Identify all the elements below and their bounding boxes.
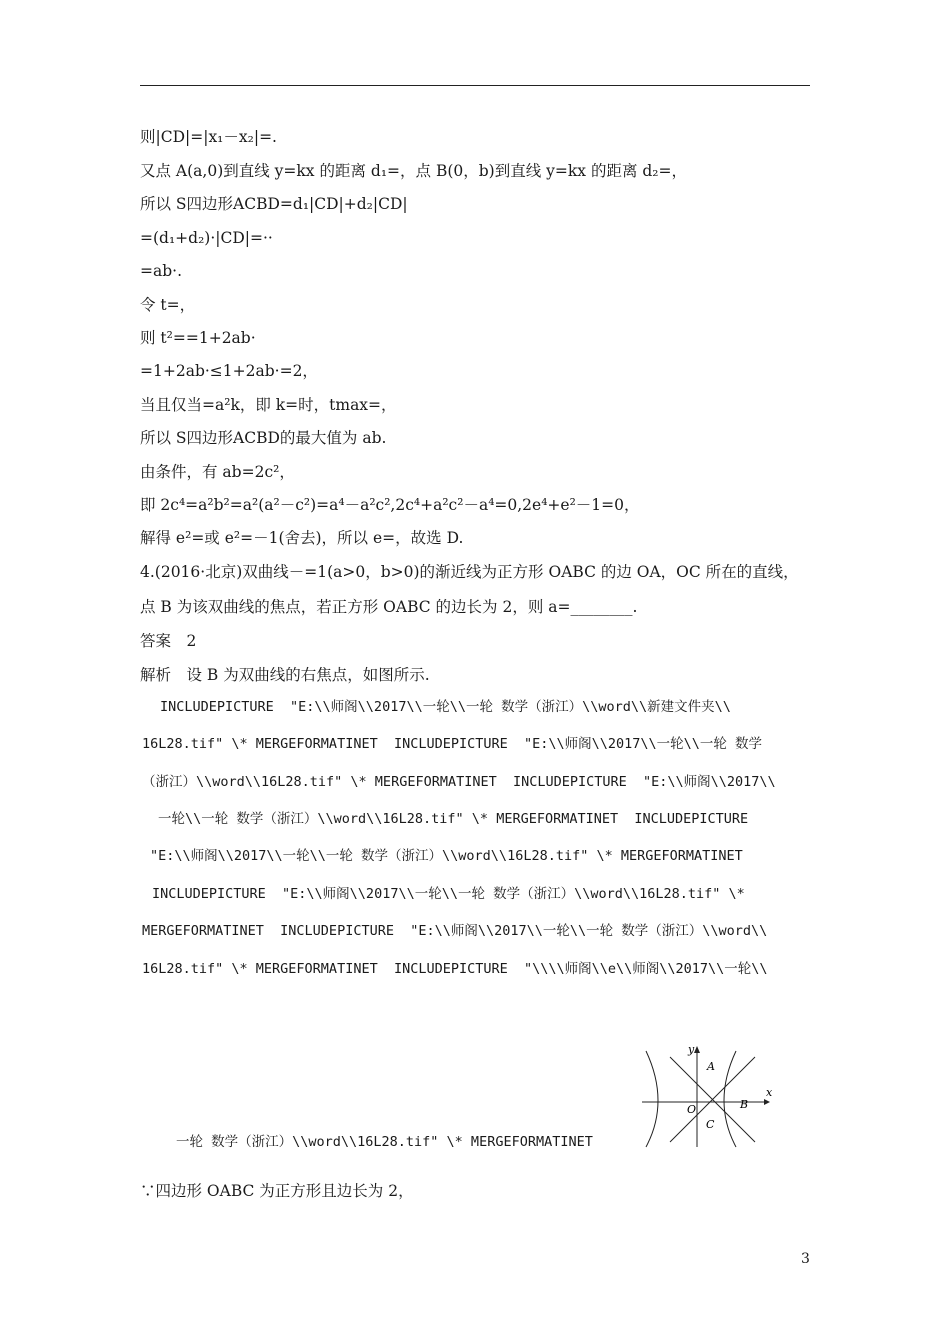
- x-axis-label: x: [766, 1086, 773, 1099]
- field-code-line: （浙江）\\word\\16L28.tif" \* MERGEFORMATINET INCLUDEPICTURE "E:\\师阁\\2017\\: [142, 774, 776, 790]
- point-a-label: A: [707, 1060, 715, 1073]
- left-hyperbola-branch: [646, 1051, 658, 1147]
- text-line: =(d₁+d₂)·|CD|=··: [140, 229, 273, 247]
- text-line: 则|CD|=|x₁－x₂|=.: [140, 128, 277, 146]
- page-number: 3: [801, 1251, 810, 1267]
- point-c-label: C: [706, 1118, 715, 1131]
- x-axis-arrow: [764, 1099, 770, 1105]
- text-line: 当且仅当=a²k，即 k=时，tmax=，: [140, 396, 397, 414]
- text-line: ∵四边形 OABC 为正方形且边长为 2，: [140, 1182, 414, 1200]
- y-axis-label: y: [688, 1043, 695, 1056]
- text-line: 由条件，有 ab=2c²，: [140, 463, 295, 481]
- origin-label: O: [687, 1103, 697, 1116]
- text-line: 所以 S四边形ACBD的最大值为 ab.: [140, 429, 387, 447]
- field-code-line: "E:\\师阁\\2017\\一轮\\一轮 数学（浙江）\\word\\16L28.tif" \* MERGEFORMATINET: [150, 848, 743, 864]
- text-line: 又点 A(a,0)到直线 y=kx 的距离 d₁=，点 B(0，b)到直线 y=kx 的距离 d₂=，: [140, 162, 688, 180]
- text-line: 解得 e²=或 e²=－1(舍去)，所以 e=，故选 D.: [140, 529, 464, 547]
- field-code-line: 16L28.tif" \* MERGEFORMATINET INCLUDEPICTURE "\\\\师阁\\e\\师阁\\2017\\一轮\\: [142, 961, 768, 977]
- text-line: 则 t²==1+2ab·: [140, 329, 256, 347]
- problem-statement: 点 B 为该双曲线的焦点，若正方形 OABC 的边长为 2，则 a=________.: [140, 598, 638, 616]
- text-line: =1+2ab·≤1+2ab·=2，: [140, 362, 318, 380]
- field-code-line: 一轮\\一轮 数学（浙江）\\word\\16L28.tif" \* MERGEFORMATINET INCLUDEPICTURE: [158, 811, 749, 827]
- header-rule: [140, 85, 810, 86]
- text-line: 即 2c⁴=a²b²=a²(a²－c²)=a⁴－a²c²,2c⁴+a²c²－a⁴=0,2e⁴+e²－1=0，: [140, 496, 640, 514]
- field-code-line: 16L28.tif" \* MERGEFORMATINET INCLUDEPICTURE "E:\\师阁\\2017\\一轮\\一轮 数学: [142, 736, 763, 752]
- field-code-line: INCLUDEPICTURE "E:\\师阁\\2017\\一轮\\一轮 数学（浙江）\\word\\新建文件夹\\: [160, 699, 731, 715]
- text-line: 令 t=，: [140, 296, 196, 314]
- point-b-label: B: [740, 1098, 749, 1111]
- answer-line: 答案 2: [140, 632, 197, 650]
- problem-statement: 4.(2016·北京)双曲线－=1(a>0，b>0)的渐近线为正方形 OABC 的边 OA，OC 所在的直线，: [140, 563, 799, 581]
- field-code-line: MERGEFORMATINET INCLUDEPICTURE "E:\\师阁\\2017\\一轮\\一轮 数学（浙江）\\word\\: [142, 923, 768, 939]
- field-code-line: 一轮 数学（浙江）\\word\\16L28.tif" \* MERGEFORMATINET: [176, 1134, 593, 1150]
- hyperbola-figure: [640, 1043, 780, 1151]
- text-line: =ab·.: [140, 262, 183, 280]
- analysis-line: 解析 设 B 为双曲线的右焦点，如图所示.: [140, 666, 430, 684]
- field-code-line: INCLUDEPICTURE "E:\\师阁\\2017\\一轮\\一轮 数学（浙江）\\word\\16L28.tif" \*: [152, 886, 745, 902]
- y-axis-arrow: [694, 1046, 700, 1053]
- right-hyperbola-branch: [724, 1051, 736, 1147]
- text-line: 所以 S四边形ACBD=d₁|CD|+d₂|CD|: [140, 195, 408, 213]
